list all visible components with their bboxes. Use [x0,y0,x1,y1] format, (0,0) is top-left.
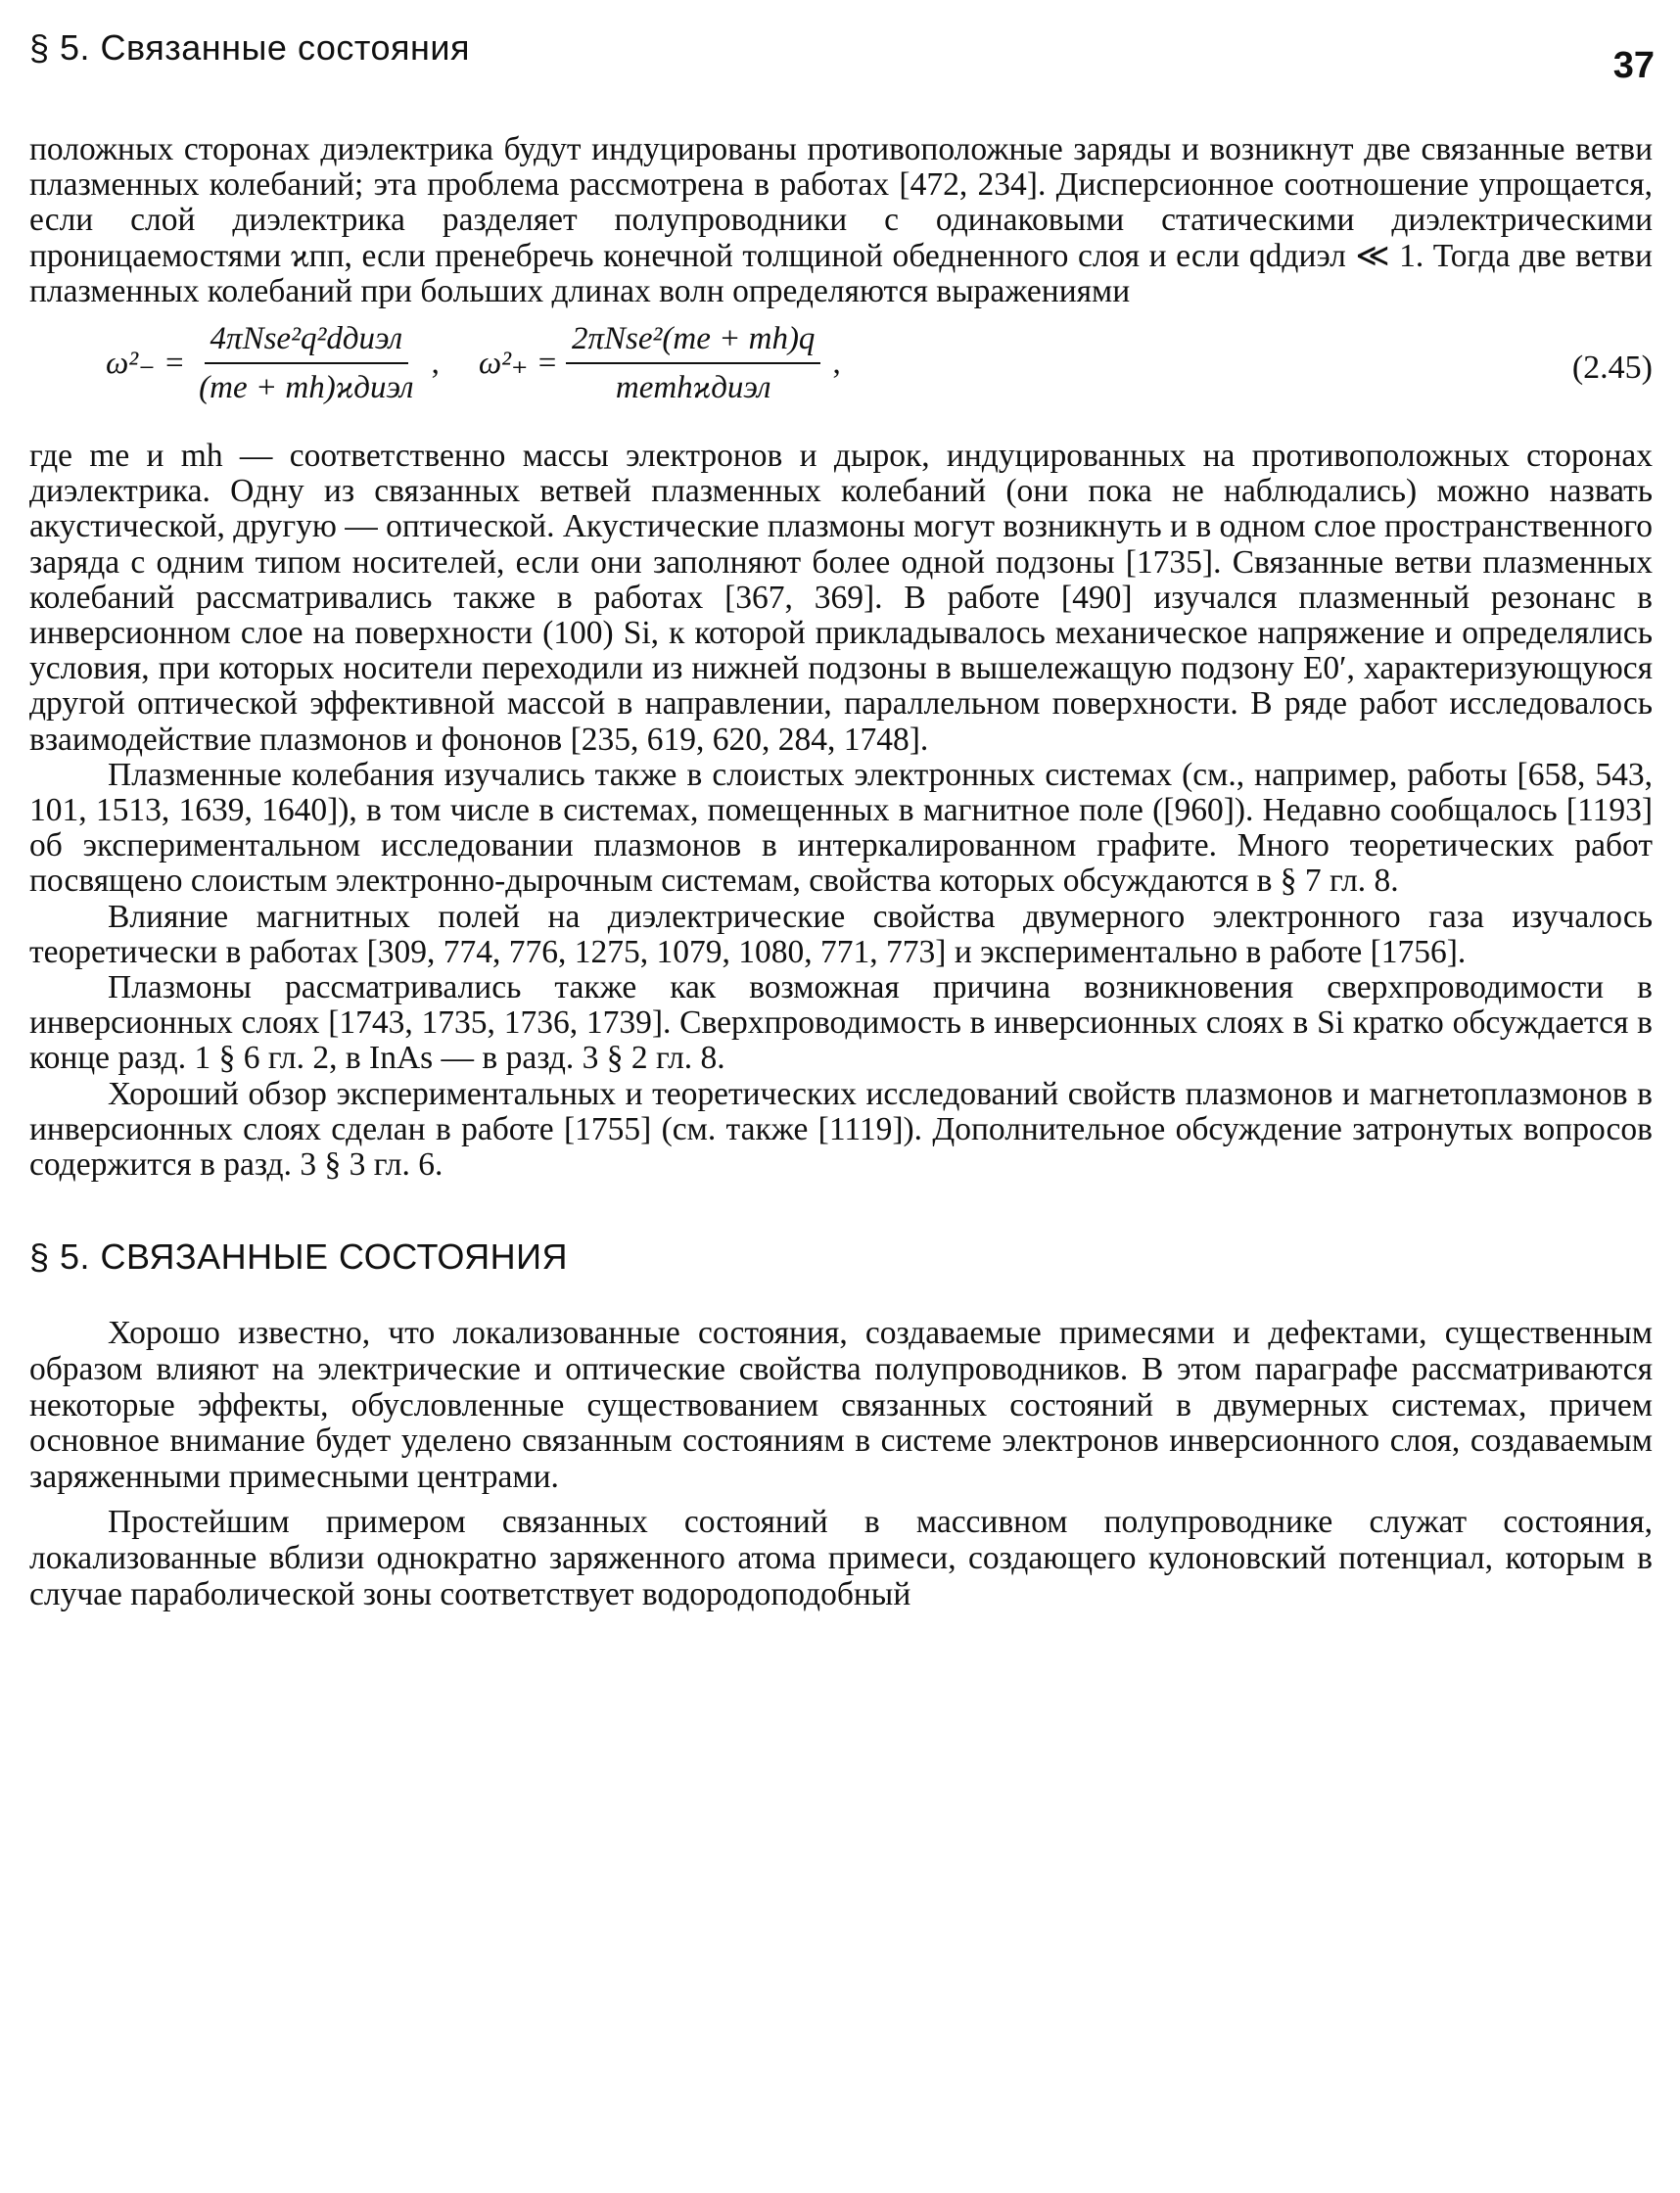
section-body [29,1316,1653,1612]
fraction-minus-denominator: (me + mh)ϰдиэл [199,370,414,406]
paragraph: Хорошо известно, что локализованные состояния, создаваемые примесями и дефектами, существенным образом влияют на электрические и оптические свойства полупроводников. В этом параграфе рассматриваются некоторые эффекты, обусловленные существованием связанных состояний в двумерных системах, причем основное внимание будет уделено связанным состояниям в системе электронов инверсионного слоя, создаваемым заряженными примесными центрами. [29,1315,1653,1495]
page-number: 37 [1612,45,1655,86]
fraction-plus-denominator: memhϰдиэл [615,370,771,406]
equation-lhs-minus: ω²₋ = [106,345,186,381]
section-heading: § 5. СВЯЗАННЫЕ СОСТОЯНИЯ [29,1236,568,1278]
equation-lhs-plus: ω²₊ = [478,345,558,381]
running-title: § 5. Связанные состояния [29,27,470,68]
page-header [29,22,1655,86]
equation-end: , [832,345,841,381]
paragraph: Плазмоны рассматривались также как возможная причина возникновения сверхпроводимости в инверсионных слоях [1743, 1735, 1736, 1739]. Сверхпроводимость в инверсионных слоях в Si кратко обсуждается в конце разд. 1 § 6 гл. 2, в InAs — в разд. 3 § 2 гл. 8. [29,969,1653,1077]
equation-body [106,319,880,407]
equation-2-45 [29,311,1653,435]
fraction-minus [193,319,419,407]
fraction-plus-numerator: 2πNse²(me + mh)q [566,319,820,364]
paragraph-continued: положных сторонах диэлектрика будут индуцированы противоположные заряды и возникнут две связанные ветви плазменных колебаний; эта проблема рассмотрена в работах [472, 234]. Дисперсионное соотношение упрощается, если слой диэлектрика разделяет полупроводники с одинаковыми статическими диэлектрическими проницаемостями ϰпп, если пренебречь конечной толщиной обедненного слоя и если qdдиэл ≪ 1. Тогда две ветви плазменных колебаний при больших длинах волн определяются выражениями [29,131,1653,309]
paragraph: где me и mh — соответственно массы электронов и дырок, индуцированных на противоположных сторонах диэлектрика. Одну из связанных ветвей плазменных колебаний (они пока не наблюдались) можно назвать акустической, другую — оптической. Акустические плазмоны могут возникнуть и в одном слое пространственного заряда с одним типом носителей, если они заполняют более одной подзоны [1735]. Связанные ветви плазменных колебаний рассматривались также в работах [367, 369]. В работе [490] изучался плазменный резонанс в инверсионном слое на поверхности (100) Si, к которой прикладывалось механическое напряжение и определялись условия, при которых носители переходили из нижней подзоны в вышележащую подзону E0′, характеризующуюся другой оптической эффективной массой в направлении, параллельном поверхности. В ряде работ исследовалось взаимодействие плазмонов и фононов [235, 619, 620, 284, 1748]. [29,438,1653,758]
equation-number: (2.45) [1571,350,1653,387]
paragraph: Влияние магнитных полей на диэлектрические свойства двумерного электронного газа изучалось теоретически в работах [309, 774, 776, 1275, 1079, 1080, 771, 773] и экспериментально в работе [1756]. [29,898,1653,970]
fraction-plus [566,319,820,407]
equation-separator: , [431,345,440,381]
main-text [29,132,1653,1612]
fraction-minus-numerator: 4πNse²q²dдиэл [205,319,409,364]
paragraph: Простейшим примером связанных состояний в массивном полупроводнике служат состояния, локализованные вблизи однократно заряженного атома примеси, создающего кулоновский потенциал, которым в случае параболической зоны соответствует водородоподобный [29,1504,1653,1612]
paragraph: Хороший обзор экспериментальных и теоретических исследований свойств плазмонов и магнетоплазмонов в инверсионных слоях сделан в работе [1755] (см. также [1119]). Дополнительное обсуждение затронутых вопросов содержится в разд. 3 § 3 гл. 6. [29,1075,1653,1184]
paragraph: Плазменные колебания изучались также в слоистых электронных системах (см., например, работы [658, 543, 101, 1513, 1639, 1640]), в том числе в системах, помещенных в магнитное поле ([960]). Недавно сообщалось [1193] об экспериментальном исследовании плазмонов в интеркалированном графите. Много теоретических работ посвящено слоистым электронно-дырочным системам, свойства которых обсуждаются в § 7 гл. 8. [29,756,1653,900]
